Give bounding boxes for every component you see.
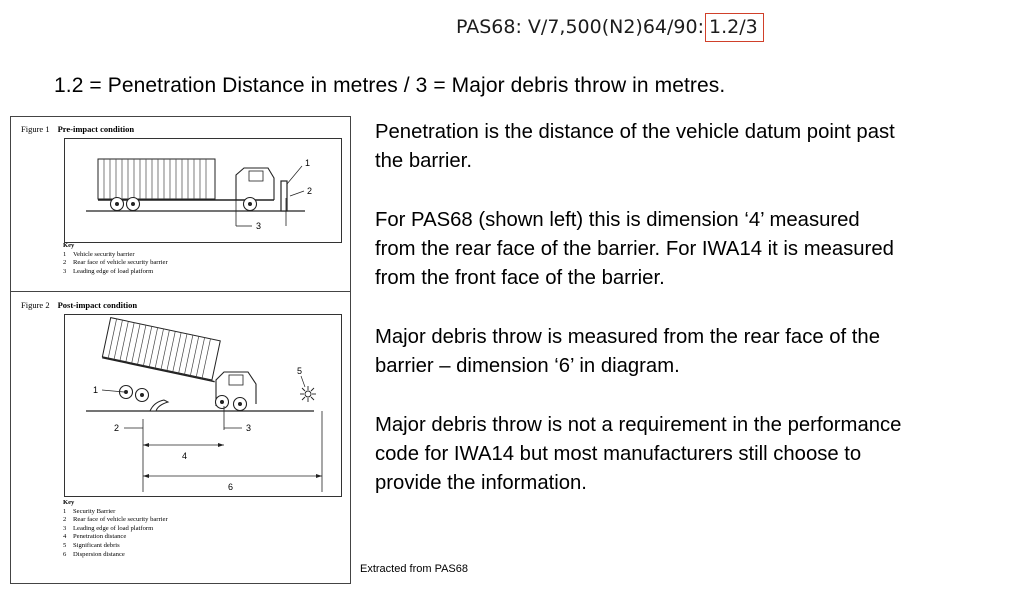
callout-1: 1	[305, 158, 311, 168]
text-line: Major debris throw is not a requirement in the performance	[375, 414, 902, 436]
truck-icon	[102, 318, 256, 411]
key-title: Key	[63, 242, 75, 249]
figure2-label: Figure 2	[21, 300, 50, 310]
text-line: the barrier.	[375, 150, 472, 172]
key-item: 2 Rear face of vehicle security barrier	[63, 259, 168, 267]
key-item: 1 Vehicle security barrier	[63, 250, 135, 258]
callout-2: 2	[307, 186, 313, 196]
post-impact-diagram	[64, 314, 342, 497]
pre-impact-diagram	[64, 138, 342, 243]
text-line: For PAS68 (shown left) this is dimension ‘4’ measured	[375, 209, 860, 231]
text-line: barrier – dimension ‘6’ in diagram.	[375, 355, 680, 377]
figure1-label: Figure 1	[21, 124, 50, 134]
text-line: code for IWA14 but most manufacturers still choose to	[375, 443, 862, 465]
key-item: 1 Security Barrier	[63, 507, 116, 515]
rating-code-highlight: 1.2/3	[705, 13, 764, 42]
rating-explanation: 1.2 = Penetration Distance in metres / 3 = Major debris throw in metres.	[54, 74, 726, 97]
callout-3: 3	[246, 423, 252, 433]
debris-icon	[300, 386, 316, 402]
text-line: provide the information.	[375, 472, 587, 494]
callout-4: 4	[182, 451, 188, 461]
text-line: from the rear face of the barrier. For IWA14 it is measured	[375, 238, 894, 260]
callout-1: 1	[93, 385, 99, 395]
slide-title	[456, 16, 764, 38]
callout-2: 2	[114, 423, 120, 433]
diagram-frame	[65, 139, 342, 243]
key-item: 2 Rear face of vehicle security barrier	[63, 516, 168, 524]
figure2-key	[63, 499, 168, 559]
paragraph-debris-throw	[375, 323, 880, 381]
truck-icon	[98, 159, 274, 211]
paragraph-pas68-iwa14	[375, 206, 894, 293]
leader-line	[301, 376, 305, 387]
figure1-title: Pre-impact condition	[57, 124, 135, 134]
callout-6: 6	[228, 482, 234, 492]
text-line: Major debris throw is measured from the rear face of the	[375, 326, 880, 348]
callout-5: 5	[297, 366, 303, 376]
figure-divider	[11, 291, 350, 292]
key-item: 3 Leading edge of load platform	[63, 524, 154, 532]
barrier-icon	[150, 400, 168, 411]
pas68-figure-panel	[10, 116, 351, 584]
leader-line	[290, 191, 304, 196]
key-item: 6 Dispersion distance	[63, 550, 125, 558]
key-item: 3 Leading edge of load platform	[63, 267, 154, 275]
figure2-title: Post-impact condition	[57, 300, 138, 310]
figure1-heading	[21, 124, 134, 134]
key-item: 4 Penetration distance	[63, 533, 127, 541]
text-line: from the front face of the barrier.	[375, 267, 665, 289]
figure1-key	[63, 242, 168, 276]
key-item: 5 Significant debris	[63, 541, 120, 549]
figure2-heading	[21, 300, 137, 310]
paragraph-iwa14-note	[375, 411, 901, 498]
paragraph-penetration	[375, 118, 895, 176]
callout-3: 3	[256, 221, 262, 231]
key-title: Key	[63, 499, 75, 506]
text-line: Penetration is the distance of the vehicle datum point past	[375, 121, 895, 143]
source-note: Extracted from PAS68	[360, 563, 469, 575]
leader-line	[287, 166, 302, 184]
rating-code-prefix: PAS68: V/7,500(N2)64/90:	[456, 16, 704, 38]
